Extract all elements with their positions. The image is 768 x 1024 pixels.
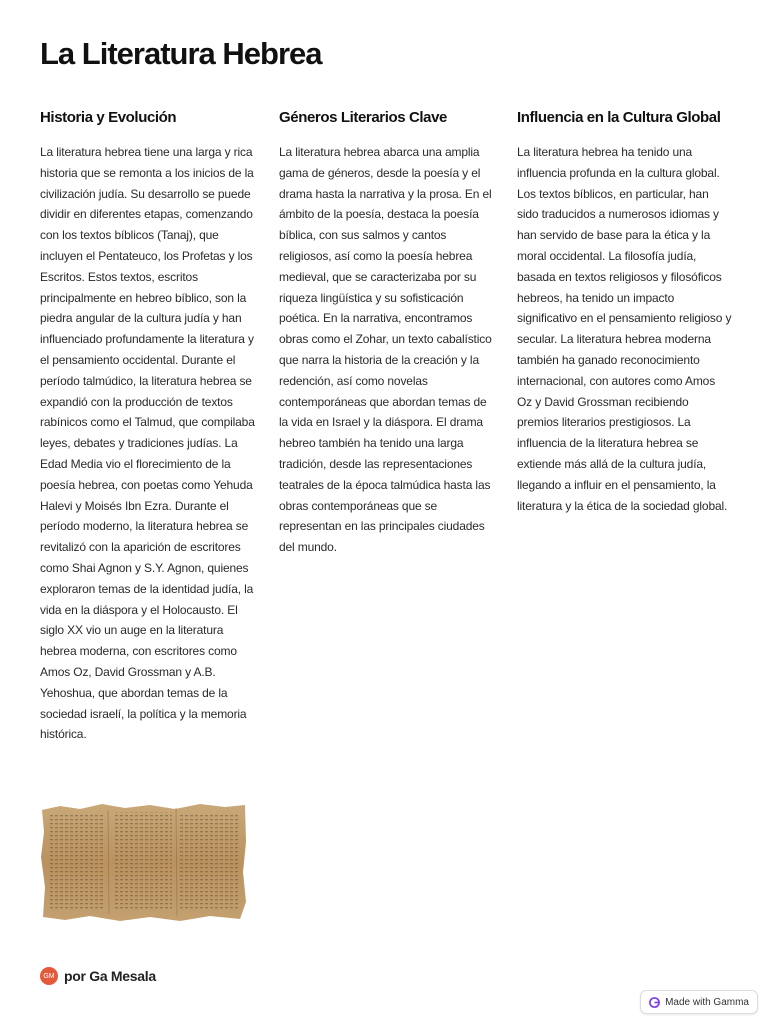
section-heading: Influencia en la Cultura Global xyxy=(517,109,721,126)
made-with-gamma-badge[interactable] xyxy=(640,990,758,1014)
gamma-badge-label: Made with Gamma xyxy=(665,996,749,1008)
section-heading: Géneros Literarios Clave xyxy=(279,109,447,126)
author-name: por Ga Mesala xyxy=(64,968,156,984)
avatar: GM xyxy=(40,967,58,985)
section-historia xyxy=(40,108,256,745)
section-body: La literatura hebrea abarca una amplia gama de géneros, desde la poesía y el drama hasta la narrativa y la prosa. En el ámbito de la poesía, destaca la poesía bíblica, con sus salmos y cantos religiosos, así como la poesía hebrea medieval, que se caracterizaba por su riqueza lingüística y su sofisticación poética. En la narrativa, encontramos obras como el Zohar, un texto cabalístico que narra la historia de la creación y la redención, así como novelas contemporáneas que abordan temas de la vida en Israel y la diáspora. El drama hebreo también ha tenido una larga tradición, desde las representaciones teatrales de la época talmúdica hasta las obras contemporáneas que se representan en las principales ciudades del mundo. xyxy=(279,145,492,555)
section-influencia xyxy=(517,108,732,516)
gamma-logo-icon xyxy=(649,997,660,1008)
section-generos xyxy=(279,108,495,558)
ancient-scroll-image xyxy=(40,802,247,923)
page-title: La Literatura Hebrea xyxy=(40,36,322,71)
section-heading: Historia y Evolución xyxy=(40,109,177,126)
author-byline xyxy=(40,967,156,985)
section-body: La literatura hebrea tiene una larga y rica historia que se remonta a los inicios de la civilización judía. Su desarrollo se puede dividir en diferentes etapas, comenzando con los textos bíblicos (Tanaj), que incluyen el Pentateuco, los Profetas y los Escritos. Estos textos, escritos principalmente en hebreo bíblico, son la piedra angular de la cultura judía y han influenciado profundamente la literatura y el pensamiento occidental. Durante el período talmúdico, la literatura hebrea se expandió con la producción de textos rabínicos como el Talmud, que compilaba leyes, debates y tradiciones judías. La Edad Media vio el florecimiento de la poesía hebrea, con poetas como Yehuda Halevi y Moisés Ibn Ezra. Durante el período moderno, la literatura hebrea se revitalizó con la aparición de escritores como Shai Agnon y S.Y. Agnon, quienes exploraron temas de la identidad judía, la vida en la diáspora y el Holocausto. El siglo XX vio un auge en la literatura hebrea moderna, con escritores como Amos Oz, David Grossman y A.B. Yehoshua, que abordan temas de la sociedad israelí, la política y la memoria histórica. xyxy=(40,145,255,742)
section-body: La literatura hebrea ha tenido una influencia profunda en la cultura global. Los textos bíblicos, en particular, han sido traducidos a numerosos idiomas y han servido de base para la ética y la moral occidental. La filosofía judía, basada en textos religiosos y filosóficos hebreos, ha tenido un impacto significativo en el pensamiento religioso y secular. La literatura hebrea moderna también ha ganado reconocimiento internacional, con autores como Amos Oz y David Grossman recibiendo premios literarios prestigiosos. La influencia de la literatura hebrea se extiende más allá de la cultura judía, llegando a influir en el pensamiento, la literatura y la ética de la sociedad global. xyxy=(517,145,732,513)
